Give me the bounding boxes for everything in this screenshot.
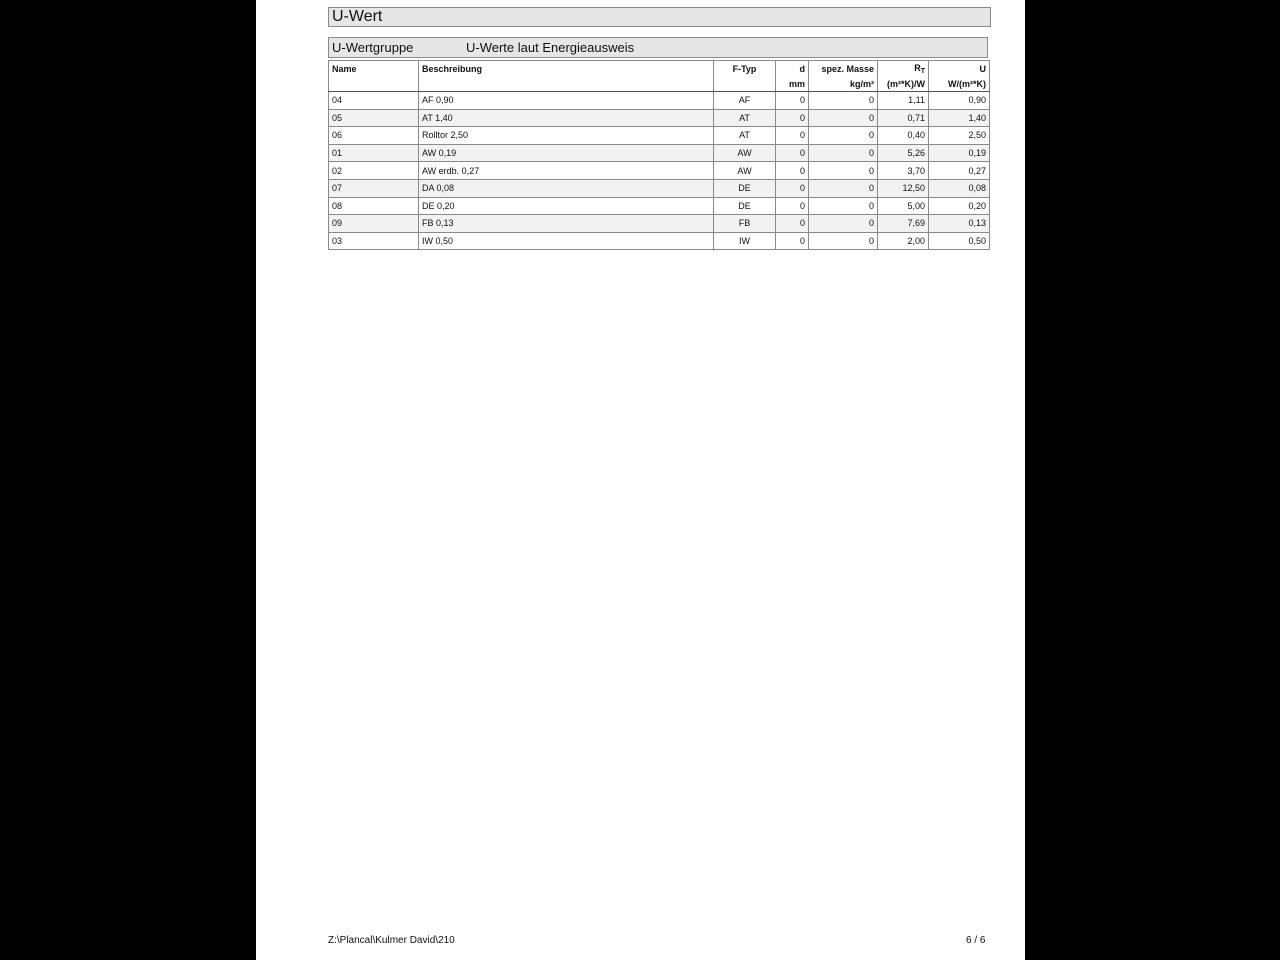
cell-rt: 2,00 — [878, 232, 929, 250]
cell-ftyp: AT — [714, 109, 776, 127]
cell-masse: 0 — [809, 144, 878, 162]
table-units-row — [329, 76, 990, 92]
group-label: U-Wertgruppe — [332, 40, 414, 55]
cell-masse: 0 — [809, 179, 878, 197]
unit-beschreibung — [419, 76, 714, 92]
cell-ftyp: FB — [714, 215, 776, 233]
table-header-row — [329, 61, 990, 77]
cell-masse: 0 — [809, 197, 878, 215]
cell-ftyp: DE — [714, 197, 776, 215]
cell-d: 0 — [776, 162, 809, 180]
cell-rt: 3,70 — [878, 162, 929, 180]
cell-u: 0,13 — [929, 215, 990, 233]
table-row — [329, 179, 990, 197]
cell-ftyp: AW — [714, 144, 776, 162]
cell-beschreibung: DA 0,08 — [419, 179, 714, 197]
cell-name: 02 — [329, 162, 419, 180]
cell-masse: 0 — [809, 92, 878, 110]
cell-name: 05 — [329, 109, 419, 127]
unit-u: W/(m²*K) — [929, 76, 990, 92]
table-row — [329, 162, 990, 180]
group-header — [328, 37, 988, 58]
cell-ftyp: IW — [714, 232, 776, 250]
footer-page-number: 6 / 6 — [966, 935, 986, 946]
cell-d: 0 — [776, 197, 809, 215]
table-row — [329, 127, 990, 145]
cell-masse: 0 — [809, 127, 878, 145]
cell-u: 2,50 — [929, 127, 990, 145]
cell-rt: 5,00 — [878, 197, 929, 215]
u-value-table — [328, 60, 990, 250]
cell-name: 09 — [329, 215, 419, 233]
cell-rt: 1,11 — [878, 92, 929, 110]
cell-u: 1,40 — [929, 109, 990, 127]
unit-rt: (m²*K)/W — [878, 76, 929, 92]
cell-ftyp: AW — [714, 162, 776, 180]
cell-name: 03 — [329, 232, 419, 250]
cell-beschreibung: DE 0,20 — [419, 197, 714, 215]
cell-rt: 0,40 — [878, 127, 929, 145]
cell-name: 07 — [329, 179, 419, 197]
cell-d: 0 — [776, 92, 809, 110]
cell-ftyp: AF — [714, 92, 776, 110]
cell-name: 06 — [329, 127, 419, 145]
cell-d: 0 — [776, 144, 809, 162]
footer-file-path: Z:\Plancal\Kulmer David\210 — [328, 935, 455, 946]
cell-u: 0,20 — [929, 197, 990, 215]
col-header-beschreibung: Beschreibung — [419, 61, 714, 77]
cell-rt: 7,69 — [878, 215, 929, 233]
cell-masse: 0 — [809, 215, 878, 233]
col-header-masse: spez. Masse — [809, 61, 878, 77]
col-header-name: Name — [329, 61, 419, 77]
cell-ftyp: DE — [714, 179, 776, 197]
table-row — [329, 109, 990, 127]
table-row — [329, 92, 990, 110]
table-row — [329, 144, 990, 162]
cell-d: 0 — [776, 215, 809, 233]
cell-masse: 0 — [809, 162, 878, 180]
cell-beschreibung: Rolltor 2,50 — [419, 127, 714, 145]
table-row — [329, 197, 990, 215]
cell-u: 0,08 — [929, 179, 990, 197]
unit-d: mm — [776, 76, 809, 92]
cell-d: 0 — [776, 127, 809, 145]
table-row — [329, 232, 990, 250]
cell-beschreibung: AT 1,40 — [419, 109, 714, 127]
cell-masse: 0 — [809, 232, 878, 250]
group-description: U-Werte laut Energieausweis — [466, 40, 635, 55]
cell-d: 0 — [776, 232, 809, 250]
section-title: U-Wert — [328, 7, 991, 27]
cell-d: 0 — [776, 109, 809, 127]
cell-name: 01 — [329, 144, 419, 162]
col-header-d: d — [776, 61, 809, 77]
cell-masse: 0 — [809, 109, 878, 127]
rt-symbol: R — [914, 62, 921, 73]
cell-d: 0 — [776, 179, 809, 197]
cell-beschreibung: AF 0,90 — [419, 92, 714, 110]
cell-rt: 0,71 — [878, 109, 929, 127]
cell-beschreibung: FB 0,13 — [419, 215, 714, 233]
unit-masse: kg/m² — [809, 76, 878, 92]
cell-beschreibung: AW erdb. 0,27 — [419, 162, 714, 180]
rt-subscript: T — [920, 67, 925, 75]
cell-u: 0,27 — [929, 162, 990, 180]
unit-name — [329, 76, 419, 92]
document-page — [256, 0, 1025, 960]
col-header-ftyp: F-Typ — [714, 61, 776, 77]
cell-u: 0,19 — [929, 144, 990, 162]
col-header-rt — [878, 61, 929, 77]
cell-ftyp: AT — [714, 127, 776, 145]
cell-rt: 5,26 — [878, 144, 929, 162]
cell-u: 0,50 — [929, 232, 990, 250]
cell-beschreibung: AW 0,19 — [419, 144, 714, 162]
cell-u: 0,90 — [929, 92, 990, 110]
unit-ftyp — [714, 76, 776, 92]
cell-name: 08 — [329, 197, 419, 215]
cell-rt: 12,50 — [878, 179, 929, 197]
col-header-u: U — [929, 61, 990, 77]
cell-beschreibung: IW 0,50 — [419, 232, 714, 250]
table-row — [329, 215, 990, 233]
cell-name: 04 — [329, 92, 419, 110]
